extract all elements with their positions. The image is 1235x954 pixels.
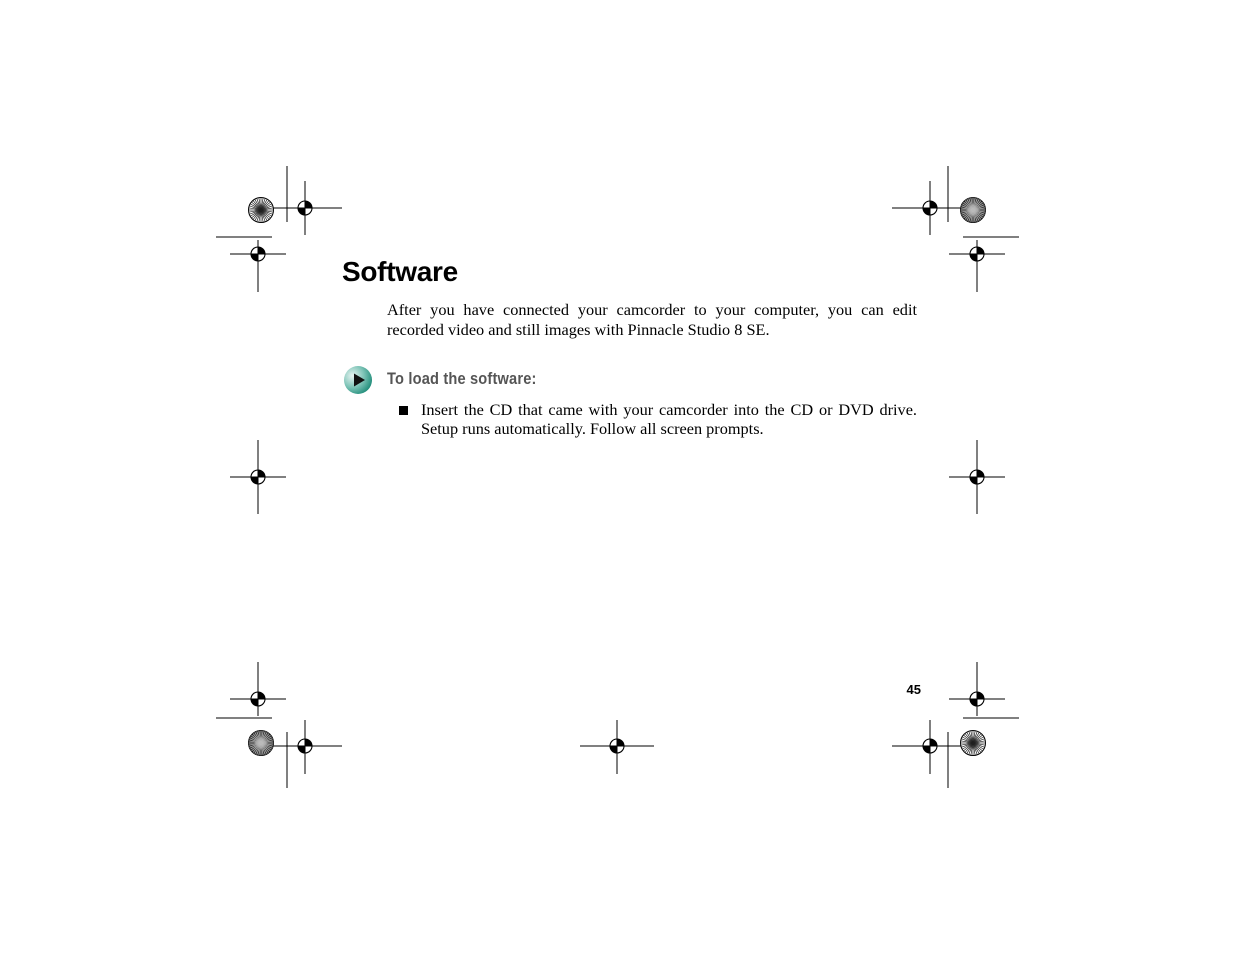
list-item	[397, 400, 917, 438]
registration-target-icon	[251, 470, 265, 484]
registration-target-icon	[970, 692, 984, 706]
star-target-icon	[249, 731, 274, 756]
registration-target-icon	[298, 739, 312, 753]
procedure-heading: To load the software:	[387, 369, 537, 388]
step-text: Insert the CD that came with your camcorder into the CD or DVD drive. Setup runs automatically. Follow all screen prompts.	[421, 400, 917, 438]
registration-target-icon	[970, 470, 984, 484]
intro-paragraph: After you have connected your camcorder to your computer, you can edit recorded video and still images with Pinnacle Studio 8 SE.	[387, 300, 917, 339]
registration-target-icon	[970, 247, 984, 261]
registration-target-icon	[923, 201, 937, 215]
star-target-icon	[961, 731, 986, 756]
play-arrow-icon	[343, 365, 373, 395]
page-number: 45	[906, 682, 921, 697]
registration-target-icon	[251, 692, 265, 706]
procedure-steps	[397, 400, 917, 438]
page-title: Software	[342, 256, 458, 287]
star-target-icon	[961, 198, 986, 223]
star-target-icon	[249, 198, 274, 223]
registration-target-icon	[251, 247, 265, 261]
registration-target-icon	[610, 739, 624, 753]
registration-target-icon	[923, 739, 937, 753]
registration-target-icon	[298, 201, 312, 215]
square-bullet-icon	[399, 406, 408, 415]
